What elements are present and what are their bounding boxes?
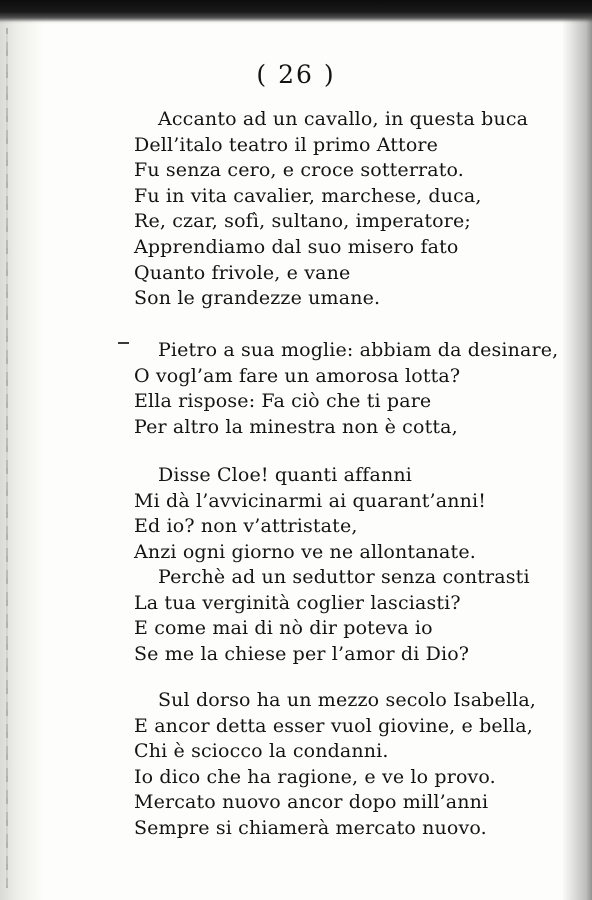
verse-line: Chi è sciocco la condanni. bbox=[134, 740, 389, 763]
verse-line: O vogl’am fare un amorosa lotta? bbox=[134, 364, 461, 387]
stanza-5 bbox=[134, 688, 536, 842]
stanza-4 bbox=[134, 565, 530, 667]
page-edge-shadow bbox=[562, 0, 592, 900]
verse-line: Disse Cloe! quanti affanni bbox=[158, 464, 412, 486]
margin-dash-mark bbox=[118, 342, 129, 344]
verse-line: Sempre si chiamerà mercato nuovo. bbox=[134, 816, 487, 839]
verse-line: Son le grandezze umane. bbox=[134, 287, 381, 310]
stanza-3 bbox=[134, 463, 486, 565]
verse-line: Apprendiamo dal suo misero fato bbox=[134, 235, 459, 258]
verse-line: Re, czar, sofì, sultano, imperatore; bbox=[134, 210, 471, 233]
verse-line: Mi dà l’avvicinarmi ai quarant’anni! bbox=[134, 489, 486, 512]
verse-line: Per altro la minestra non è cotta, bbox=[134, 415, 458, 438]
binding-fold bbox=[6, 28, 8, 888]
verse-line: Se me la chiese per l’amor di Dio? bbox=[134, 642, 470, 665]
verse-line: E come mai di nò dir poteva io bbox=[134, 617, 433, 640]
verse-line: Mercato nuovo ancor dopo mill’anni bbox=[134, 791, 489, 814]
verse-line: Dell’italo teatro il primo Attore bbox=[134, 133, 439, 156]
verse-line: La tua verginità coglier lasciasti? bbox=[134, 591, 461, 614]
verse-line: Accanto ad un cavallo, in questa buca bbox=[158, 108, 529, 130]
stanza-1 bbox=[134, 107, 528, 312]
page-number: ( 26 ) bbox=[256, 60, 336, 89]
verse-line: Ed io? non v’attristate, bbox=[134, 515, 358, 538]
stanza-2 bbox=[134, 338, 558, 440]
verse-line: Fu senza cero, e croce sotterrato. bbox=[134, 159, 465, 182]
verse-line: Anzi ogni giorno ve ne allontanate. bbox=[134, 540, 476, 563]
top-edge-shadow bbox=[0, 14, 592, 24]
verse-line: Quanto frivole, e vane bbox=[134, 261, 351, 284]
verse-line: Ella rispose: Fa ciò che ti pare bbox=[134, 390, 432, 413]
verse-line: Fu in vita cavalier, marchese, duca, bbox=[134, 184, 482, 207]
verse-line: Io dico che ha ragione, e ve lo provo. bbox=[134, 765, 496, 788]
verse-line: E ancor detta esser vuol giovine, e bella, bbox=[134, 714, 533, 737]
verse-line: Perchè ad un seduttor senza contrasti bbox=[158, 566, 530, 588]
verse-line: Sul dorso ha un mezzo secolo Isabella, bbox=[158, 689, 536, 711]
verse-line: Pietro a sua moglie: abbiam da desinare, bbox=[158, 339, 559, 361]
